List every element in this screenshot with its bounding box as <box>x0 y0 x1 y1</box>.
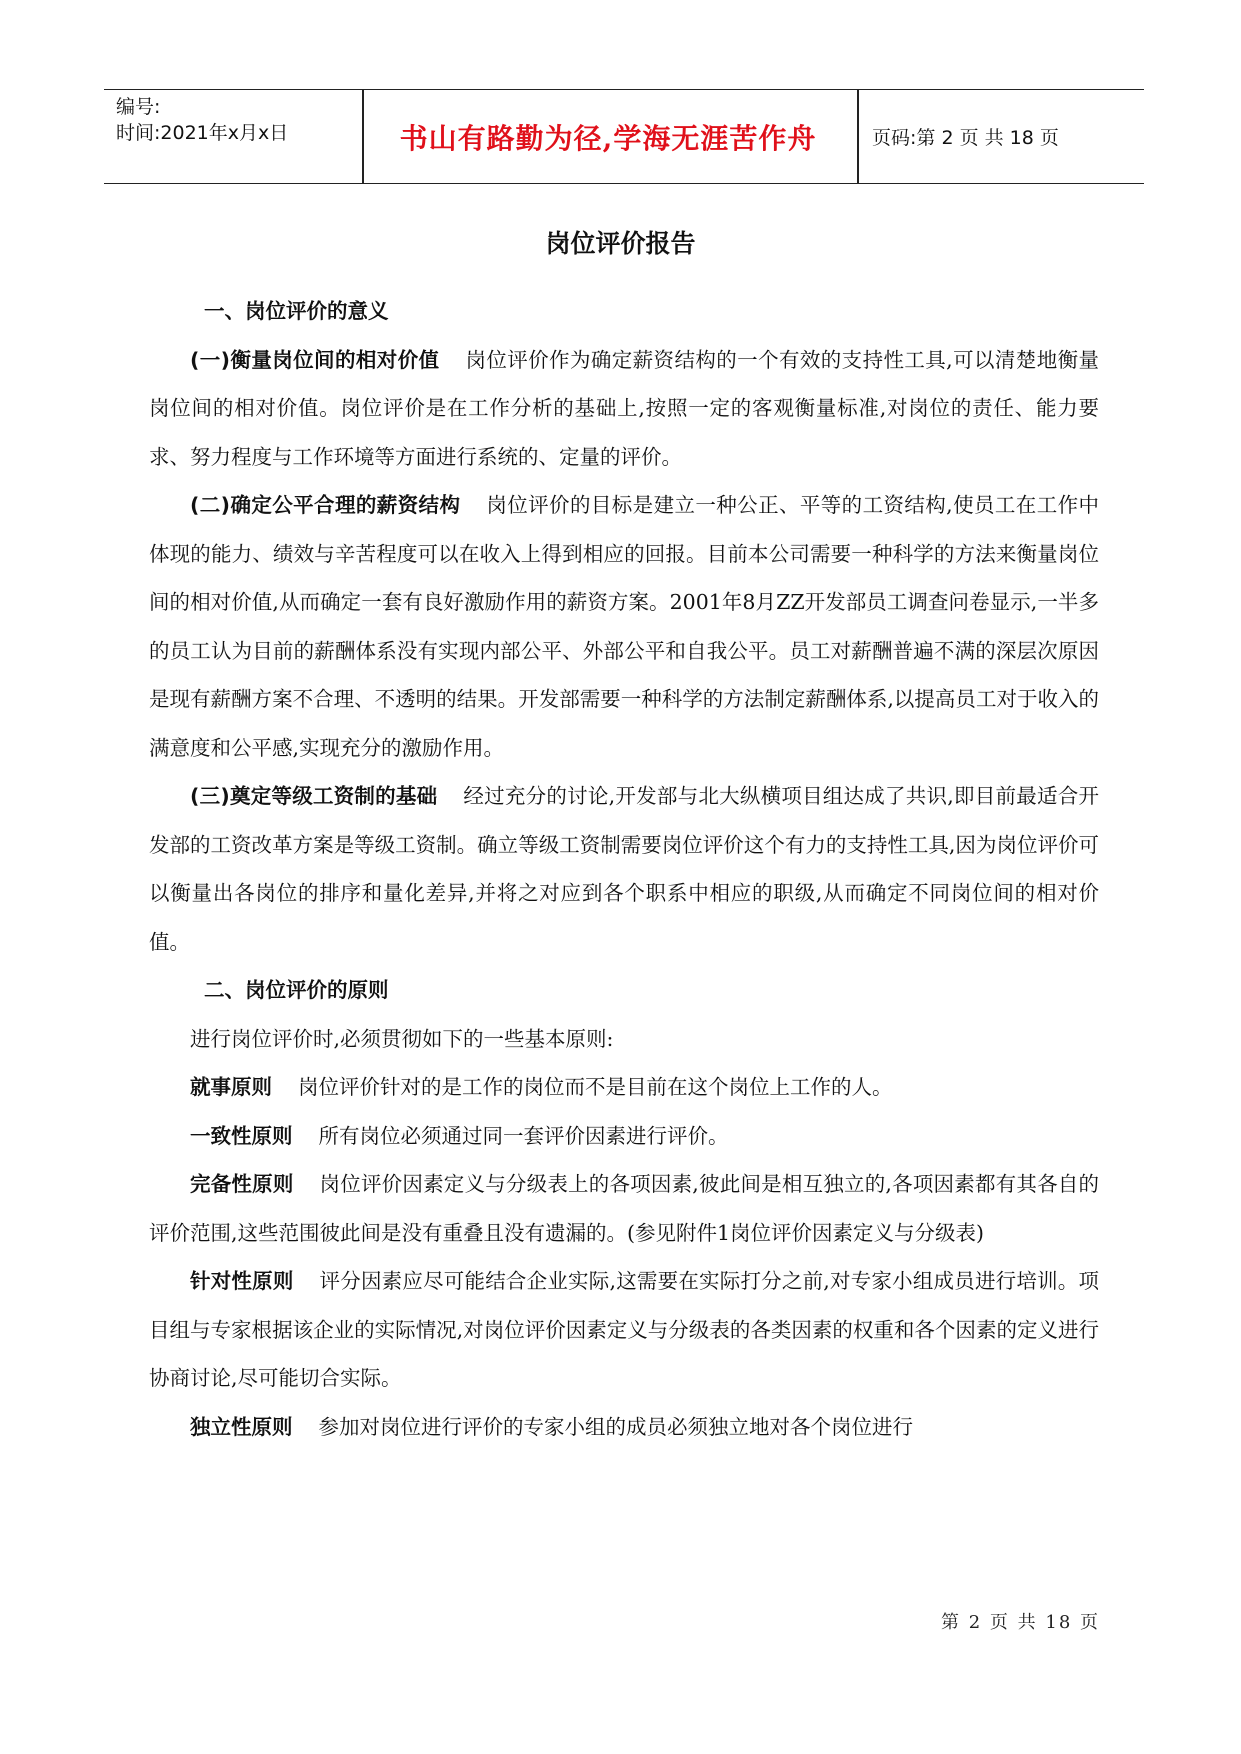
paragraph <box>149 1063 1099 1112</box>
paragraph-lead: (三)奠定等级工资制的基础 <box>190 784 438 808</box>
page-footer: 第 2 页 共 18 页 <box>941 1612 1100 1633</box>
paragraph-lead: 一致性原则 <box>190 1123 293 1148</box>
section-heading: 一、岗位评价的意义 <box>204 299 389 323</box>
section-heading: 二、岗位评价的原则 <box>204 978 389 1002</box>
document-number-label: 编号: <box>116 96 161 118</box>
paragraph-text: 岗位评价作为确定薪资结构的一个有效的支持性工具,可以清楚地衡量岗位间的相对价值。岗位评价是在工作分析的基础上,按照一定的客观衡量标准,对岗位的责任、能力要求、努力程度与工作环境等方面进行系统的、定量的评价。 <box>149 347 1099 469</box>
document-title: 岗位评价报告 <box>545 229 696 258</box>
paragraph-text: 进行岗位评价时,必须贯彻如下的一些基本原则: <box>190 1026 614 1051</box>
page-header <box>104 89 1144 184</box>
header-motto: 书山有路勤为径,学海无涯苦作舟 <box>399 121 817 155</box>
header-page-number: 页码:第 2 页 共 18 页 <box>872 127 1059 149</box>
paragraph-lead: 完备性原则 <box>190 1172 294 1196</box>
paragraph <box>149 1015 1099 1064</box>
header-divider <box>857 90 859 183</box>
paragraph-lead: (一)衡量岗位间的相对价值 <box>190 347 440 372</box>
paragraph-text: 岗位评价因素定义与分级表上的各项因素,彼此间是相互独立的,各项因素都有其各自的评价范围,这些范围彼此间是没有重叠且没有遗漏的。(参见附件1岗位评价因素定义与分级表) <box>149 1172 1100 1245</box>
paragraph-lead: 针对性原则 <box>190 1269 294 1293</box>
paragraph <box>149 772 1099 966</box>
header-divider <box>362 90 364 183</box>
paragraph <box>149 481 1099 772</box>
paragraph-text: 评分因素应尽可能结合企业实际,这需要在实际打分之前,对专家小组成员进行培训。项目组与专家根据该企业的实际情况,对岗位评价因素定义与分级表的各类因素的权重和各个因素的定义进行协商讨论,尽可能切合实际。 <box>149 1269 1100 1390</box>
paragraph-lead: (二)确定公平合理的薪资结构 <box>190 493 461 517</box>
paragraph <box>149 336 1099 482</box>
paragraph-text: 参加对岗位进行评价的专家小组的成员必须独立地对各个岗位进行 <box>318 1414 913 1439</box>
paragraph-lead: 就事原则 <box>190 1075 272 1099</box>
paragraph-text: 岗位评价针对的是工作的岗位而不是目前在这个岗位上工作的人。 <box>298 1075 893 1099</box>
paragraph <box>149 1112 1099 1161</box>
header-meta <box>116 94 361 146</box>
paragraph <box>149 1403 1099 1452</box>
paragraph <box>149 1160 1099 1257</box>
paragraph-text: 所有岗位必须通过同一套评价因素进行评价。 <box>318 1123 729 1148</box>
paragraph-text: 经过充分的讨论,开发部与北大纵横项目组达成了共识,即目前最适合开发部的工资改革方案是等级工资制。确立等级工资制需要岗位评价这个有力的支持性工具,因为岗位评价可以衡量出各岗位的排序和量化差异,并将之对应到各个职系中相应的职级,从而确定不同岗位间的相对价值。 <box>149 784 1099 954</box>
document-body <box>149 287 1099 1451</box>
paragraph-lead: 独立性原则 <box>190 1414 293 1439</box>
document-time-label: 时间:2021年x月x日 <box>116 122 289 144</box>
paragraph-text: 岗位评价的目标是建立一种公正、平等的工资结构,使员工在工作中体现的能力、绩效与辛苦程度可以在收入上得到相应的回报。目前本公司需要一种科学的方法来衡量岗位间的相对价值,从而确定一套有良好激励作用的薪资方案。2001年8月ZZ开发部员工调查问卷显示,一半多的员工认为目前的薪酬体系没有实现内部公平、外部公平和自我公平。员工对薪酬普遍不满的深层次原因是现有薪酬方案不合理、不透明的结果。开发部需要一种科学的方法制定薪酬体系,以提高员工对于收入的满意度和公平感,实现充分的激励作用。 <box>149 493 1099 760</box>
paragraph <box>149 1257 1099 1403</box>
